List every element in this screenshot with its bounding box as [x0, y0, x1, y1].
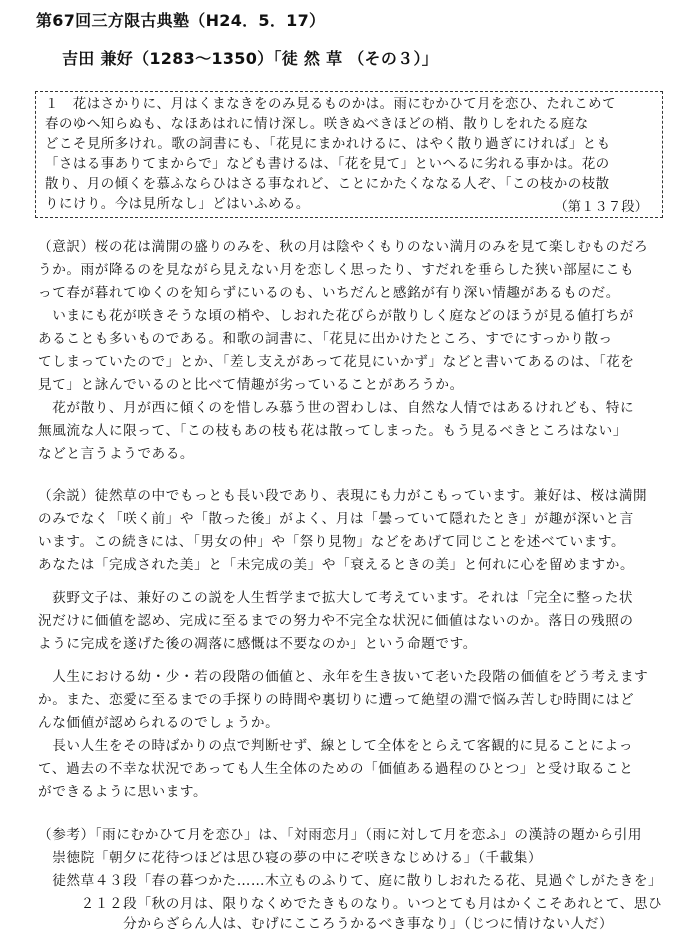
commentary-line: ができるように思います。: [38, 784, 208, 800]
notes-line: （参考）「雨にむかひて月を恋ひ」は、「対雨恋月」（雨に対して月を恋ふ」の漢詩の題から引用: [38, 827, 643, 843]
translation-line: 無風流な人に限って、「この枝もあの枝も花は散ってしまった。もう見るべきところはない」: [38, 423, 628, 439]
lecture-title: 第67回三方限古典塾（H24．5．17）: [36, 11, 326, 30]
translation-line: いまにも花が咲きそうな頃の梢や、しおれた花びらが散りしく庭などのほうが見る値打ちが: [38, 308, 634, 324]
original-line: どこそ見所多けれ。歌の詞書にも、「花見にまかれけるに、はやく散り過ぎにければ」とも: [45, 137, 611, 152]
commentary-line: 況だけに価値を認め、完成に至るまでの努力や不完全な状況に価値はないのか。落日の残照の: [38, 613, 634, 629]
work-title: 吉田 兼好（1283〜1350）「徒 然 草 （その３）」: [62, 49, 439, 68]
commentary-line: んな価値が認められるのでしょうか。: [38, 715, 280, 731]
notes-line: 分からざらん人は、むげにこころうかるべき事なり」（じつに情けない人だ）: [38, 916, 614, 932]
commentary-line: て、過去の不幸な状況であっても人生全体のための「価値ある過程のひとつ」と受け取ること: [38, 761, 634, 777]
original-line: １ 花はさかりに、月はくまなきをのみ見るものかは。雨にむかひて月を恋ひ、たれこめて: [45, 97, 617, 112]
notes-line: ２１２段「秋の月は、限りなくめでたきものなり。いつとても月はかくこそあれとて、思ひ: [38, 896, 663, 912]
commentary-line: 長い人生をその時ばかりの点で判断せず、線として全体をとらえて客観的に見ることによっ: [38, 738, 634, 754]
translation-line: 見て」と詠んでいるのと比べて情趣が劣っていることがあろうか。: [38, 377, 464, 393]
notes-line: 崇徳院「朝夕に花待つほどは思ひ寝の夢の中にぞ咲きなじめける」（千載集）: [38, 850, 543, 866]
translation-line: って春が暮れてゆくのを知らずにいるのも、いちだんと感銘が有り深い情趣があるものだ。: [38, 285, 620, 301]
translation-line: あることも多いものである。和歌の詞書に、「花見に出かけたところ、すでにすっかり散っ: [38, 331, 613, 347]
commentary-line: あなたは「完成された美」と「未完成の美」や「衰えるときの美」と何れに心を留めますか。: [38, 557, 635, 573]
commentary-line: のみでなく「咲く前」や「散った後」がよく、月は「曇っていて隠れたとき」が趣が深いと言: [38, 511, 634, 527]
commentary-line: か。また、恋愛に至るまでの手探りの時間や裏切りに遭って絶望の淵で悩み苦しむ時間にはど: [38, 692, 635, 708]
commentary-line: ように完成を遂げた後の凋落に感慨は不要なのか」という命題です。: [38, 636, 477, 652]
original-line: 散り、月の傾くを慕ふならひはさる事なれど、ことにかたくななる人ぞ、「この枝かの枝散: [45, 177, 610, 192]
translation-line: うか。雨が降るのを見ながら見えない月を恋しく思ったり、すだれを垂らした狭い部屋にこも: [38, 262, 635, 278]
original-line: 春のゆへ知らぬも、なほあはれに情け深し。咲きぬべきほどの梢、散りしをれたる庭な: [45, 117, 589, 132]
commentary-line: 荻野文子は、兼好のこの説を人生哲学まで拡大して考えています。それは「完全に整った状: [38, 590, 634, 606]
original-line: 「さはる事ありてまからで」なども書けるは、「花を見て」といへるに劣れる事かは。花の: [45, 157, 610, 172]
section-reference: （第１３７段）: [554, 200, 648, 215]
translation-line: てしまっていたので」とか、「差し支えがあって花見にいかず」などと書いてあるのは、「花を: [38, 354, 635, 370]
original-line: りにけり。今は見所なし」どはいふめる。: [45, 197, 310, 212]
translation-line: などと言うようである。: [38, 446, 195, 462]
commentary-line: います。この続きには、「男女の仲」や「祭り見物」などをあげて同じことを述べています。: [38, 534, 626, 550]
commentary-line: （余説）徒然草の中でもっとも長い段であり、表現にも力がこもっています。兼好は、桜は満開: [38, 488, 648, 504]
commentary-line: 人生における幼・少・若の段階の価値と、永年を生き抜いて老いた段階の価値をどう考えます: [38, 669, 649, 685]
translation-line: （意訳）桜の花は満開の盛りのみを、秋の月は陰やくもりのない満月のみを見て楽しむものだろ: [38, 239, 649, 255]
notes-line: 徒然草４３段「春の暮つかた……木立ものふりて、庭に散りしおれたる花、見過ぐしがたきを」: [38, 873, 663, 889]
translation-line: 花が散り、月が西に傾くのを惜しみ慕う世の習わしは、自然な人情ではあるけれども、特に: [38, 400, 635, 416]
